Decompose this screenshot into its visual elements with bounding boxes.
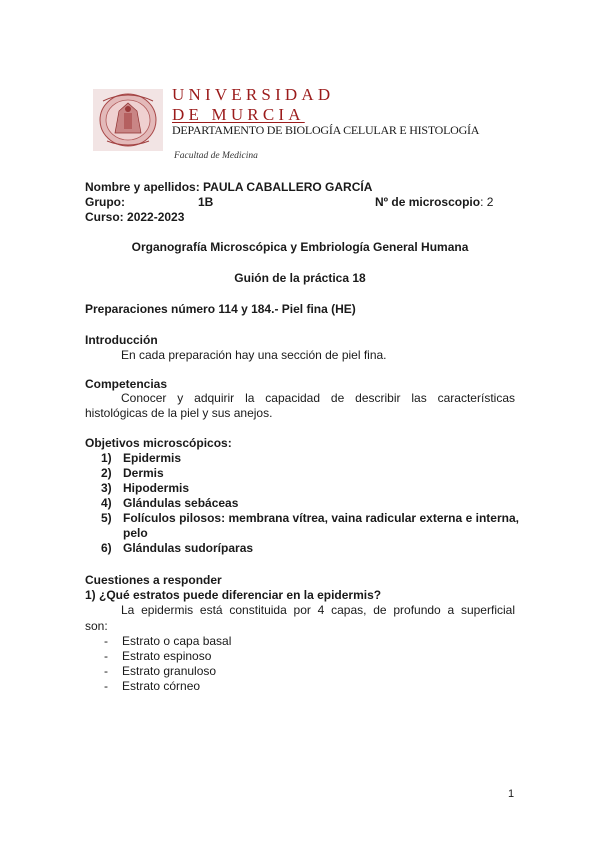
stratum-item: - Estrato o capa basal	[100, 634, 231, 649]
stratum-item: - Estrato córneo	[100, 679, 231, 694]
answer-1-line2: son:	[85, 619, 108, 633]
objective-number: 6)	[101, 541, 112, 555]
objectives-heading: Objetivos microscópicos:	[85, 436, 232, 450]
name-label: Nombre y apellidos:	[85, 180, 200, 194]
objective-text: Folículos pilosos: membrana vítrea, vaina radicular externa e interna, pelo	[123, 511, 519, 540]
group-label: Grupo:	[85, 195, 125, 209]
objective-item	[101, 511, 519, 541]
strata-list	[100, 634, 231, 694]
objective-item	[101, 481, 519, 496]
objectives-list	[101, 451, 519, 556]
introduction-heading: Introducción	[85, 333, 158, 347]
microscope-row	[375, 195, 493, 209]
name-value: PAULA CABALLERO GARCÍA	[203, 180, 373, 194]
course-row	[85, 210, 184, 224]
faculty-name: Facultad de Medicina	[174, 151, 258, 161]
stratum-item: - Estrato granuloso	[100, 664, 231, 679]
objective-text: Hipodermis	[123, 481, 190, 495]
university-name-line2: DE MURCIA	[172, 105, 305, 124]
answer-1-line1: La epidermis está constituida por 4 capas, de profundo a superficial	[121, 603, 515, 617]
subject-title: Organografía Microscópica y Embriología General Humana	[131, 240, 469, 254]
university-seal-icon	[93, 89, 163, 151]
objective-number: 3)	[101, 481, 112, 495]
objective-item	[101, 541, 519, 556]
objective-number: 1)	[101, 451, 112, 465]
objective-number: 4)	[101, 496, 112, 510]
microscope-label: Nº de microscopio	[375, 195, 481, 209]
competencies-text: Conocer y adquirir la capacidad de describir las características histológicas de la piel y sus anejos.	[85, 391, 515, 420]
questions-heading: Cuestiones a responder	[85, 573, 222, 587]
page-number: 1	[508, 788, 515, 800]
department-name: DEPARTAMENTO DE BIOLOGÍA CELULAR E HISTOLOGÍA	[172, 123, 480, 137]
stratum-item: - Estrato espinoso	[100, 649, 231, 664]
objective-number: 2)	[101, 466, 112, 480]
course-label: Curso:	[85, 210, 124, 224]
competencies-heading: Competencias	[85, 377, 168, 391]
objective-item	[101, 496, 519, 511]
objective-item	[101, 451, 519, 466]
objective-text: Glándulas sudoríparas	[123, 541, 254, 555]
objective-text: Epidermis	[123, 451, 182, 465]
objective-item	[101, 466, 519, 481]
course-value: 2022-2023	[127, 210, 185, 224]
objective-number: 5)	[101, 511, 112, 525]
objective-text: Glándulas sebáceas	[123, 496, 239, 510]
introduction-text: En cada preparación hay una sección de piel fina.	[121, 348, 387, 362]
group-value: 1B	[198, 195, 214, 209]
question-1: 1) ¿Qué estratos puede diferenciar en la epidermis?	[85, 588, 382, 602]
university-name-line1: UNIVERSIDAD	[172, 85, 335, 104]
preparations-heading: Preparaciones número 114 y 184.- Piel fina (HE)	[85, 302, 356, 316]
microscope-value: : 2	[480, 195, 494, 209]
student-name-row	[85, 180, 372, 194]
objective-text: Dermis	[123, 466, 164, 480]
practice-title: Guión de la práctica 18	[234, 271, 366, 285]
